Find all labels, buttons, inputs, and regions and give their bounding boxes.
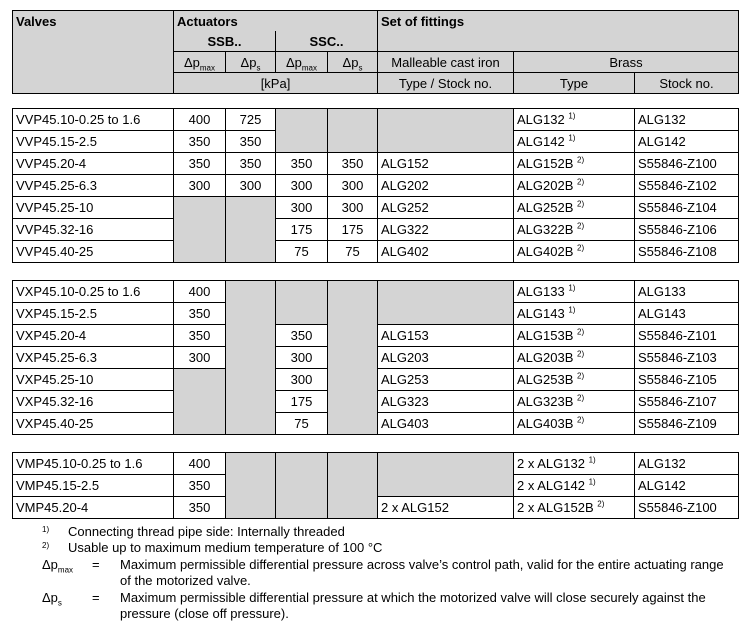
- stock-cell: S55846-Z101: [635, 325, 739, 347]
- brass-type-cell: ALG143 $^{1)}$: [514, 303, 635, 325]
- brass-type-cell: ALG133 $^{1)}$: [514, 281, 635, 303]
- brass-type-cell: ALG402B $^{2)}$: [514, 241, 635, 263]
- brass-header: Brass: [514, 52, 739, 73]
- brass-type-cell: 2 x ALG142 $^{1)}$: [514, 475, 635, 497]
- header-table: [12, 10, 739, 94]
- stock-cell: ALG132: [635, 453, 739, 475]
- table-row: [13, 153, 739, 175]
- type-stock-header: Type / Stock no.: [378, 73, 514, 94]
- kpa-unit: [kPa]: [174, 73, 378, 94]
- table-row: [13, 109, 739, 131]
- brass-type-cell: ALG322B $^{2)}$: [514, 219, 635, 241]
- stock-cell: S55846-Z105: [635, 369, 739, 391]
- footnote-1: [12, 524, 738, 540]
- stock-cell: S55846-Z100: [635, 153, 739, 175]
- ssb-dpmax-cell: 350: [174, 131, 226, 153]
- ssc-header: SSC..: [276, 31, 378, 52]
- definition-dps: [12, 590, 738, 622]
- valve-cell: VVP45.25-6.3: [13, 175, 174, 197]
- brass-type-cell: ALG142 $^{1)}$: [514, 131, 635, 153]
- brass-type-cell: ALG203B $^{2)}$: [514, 347, 635, 369]
- brass-type-cell: ALG153B $^{2)}$: [514, 325, 635, 347]
- stock-cell: S55846-Z106: [635, 219, 739, 241]
- valves-header-spacer: [13, 31, 174, 52]
- footnote-2: [12, 540, 738, 556]
- vvp-table: [12, 108, 739, 263]
- ssb-empty-cell: [174, 369, 226, 435]
- valve-cell: VMP45.15-2.5: [13, 475, 174, 497]
- table-row: [13, 219, 739, 241]
- malleable-cell: ALG323: [378, 391, 514, 413]
- valve-cell: VVP45.40-25: [13, 241, 174, 263]
- valve-cell: VVP45.10-0.25 to 1.6: [13, 109, 174, 131]
- footnotes: [12, 524, 738, 622]
- malleable-empty-cell: [378, 453, 514, 497]
- ssb-dpmax-cell: 350: [174, 497, 226, 519]
- valve-cell: VVP45.15-2.5: [13, 131, 174, 153]
- ssb-dpmax-cell: 400: [174, 453, 226, 475]
- ssc-dps-empty-cell: [328, 281, 378, 435]
- valve-cell: VXP45.40-25: [13, 413, 174, 435]
- footnote-text: Connecting thread pipe side: Internally threaded: [68, 524, 345, 539]
- ssb-dpmax-cell: 400: [174, 281, 226, 303]
- malleable-header: Malleable cast iron: [378, 52, 514, 73]
- brass-type-cell: 2 x ALG132 $^{1)}$: [514, 453, 635, 475]
- ssc-dpmax-cell: 300: [276, 197, 328, 219]
- table-row: [13, 453, 739, 475]
- valve-cell: VMP45.10-0.25 to 1.6: [13, 453, 174, 475]
- ssc-dpmax-cell: 350: [276, 325, 328, 347]
- malleable-cell: ALG403: [378, 413, 514, 435]
- ssc-empty-cell: [276, 281, 328, 325]
- stock-cell: S55846-Z108: [635, 241, 739, 263]
- ssc-empty-cell: [328, 109, 378, 153]
- footnote-mark: 1): [42, 525, 50, 534]
- ssb-dpmax-cell: 300: [174, 175, 226, 197]
- stock-cell: ALG143: [635, 303, 739, 325]
- ssc-empty-cell: [276, 109, 328, 153]
- ssb-dpmax-header: $\Delta p_{max}$: [174, 52, 226, 73]
- brass-type-cell: ALG132 $^{1)}$: [514, 109, 635, 131]
- valve-cell: VXP45.32-16: [13, 391, 174, 413]
- valve-cell: VVP45.25-10: [13, 197, 174, 219]
- stock-cell: S55846-Z107: [635, 391, 739, 413]
- ssc-dpmax-cell: 300: [276, 175, 328, 197]
- valves-header: Valves: [13, 11, 174, 32]
- table-row: [13, 281, 739, 303]
- malleable-empty-cell: [378, 109, 514, 153]
- ssc-dpmax-cell: 350: [276, 153, 328, 175]
- ssc-empty-cell: [276, 453, 328, 519]
- ssc-dpmax-cell: 300: [276, 347, 328, 369]
- malleable-cell: ALG202: [378, 175, 514, 197]
- brass-type-cell: ALG403B $^{2)}$: [514, 413, 635, 435]
- malleable-cell: ALG152: [378, 153, 514, 175]
- ssb-dpmax-cell: 350: [174, 303, 226, 325]
- ssb-dpmax-cell: 350: [174, 325, 226, 347]
- ssc-dps-cell: 300: [328, 197, 378, 219]
- ssc-dps-cell: 350: [328, 153, 378, 175]
- ssb-dpmax-cell: 350: [174, 475, 226, 497]
- brass-type-cell: ALG253B $^{2)}$: [514, 369, 635, 391]
- malleable-cell: ALG322: [378, 219, 514, 241]
- ssb-dps-cell: 350: [226, 153, 276, 175]
- ssb-dpmax-cell: 350: [174, 153, 226, 175]
- valves-header-spacer-2: [13, 52, 174, 73]
- definition-equals: =: [92, 557, 100, 572]
- malleable-cell: ALG402: [378, 241, 514, 263]
- valves-header-spacer-3: [13, 73, 174, 94]
- footnote-mark: 2): [42, 541, 50, 550]
- definition-symbol: $\Delta p_s$: [42, 590, 62, 608]
- valve-cell: VXP45.25-10: [13, 369, 174, 391]
- malleable-empty-cell: [378, 281, 514, 325]
- table-row: [13, 175, 739, 197]
- brass-type-cell: ALG202B $^{2)}$: [514, 175, 635, 197]
- stock-cell: S55846-Z102: [635, 175, 739, 197]
- ssb-dpmax-cell: 300: [174, 347, 226, 369]
- valve-cell: VXP45.10-0.25 to 1.6: [13, 281, 174, 303]
- ssb-empty-cell: [174, 197, 226, 263]
- ssb-dpmax-cell: 400: [174, 109, 226, 131]
- ssb-dps-empty-cell: [226, 453, 276, 519]
- stock-cell: ALG142: [635, 131, 739, 153]
- ssc-dpmax-cell: 300: [276, 369, 328, 391]
- stock-cell: ALG133: [635, 281, 739, 303]
- ssc-dps-cell: 300: [328, 175, 378, 197]
- malleable-cell: 2 x ALG152: [378, 497, 514, 519]
- ssb-dps-cell: 725: [226, 109, 276, 131]
- definition-dpmax: [12, 557, 738, 589]
- ssb-dps-empty-cell: [226, 281, 276, 435]
- stock-cell: S55846-Z104: [635, 197, 739, 219]
- definition-text: Maximum permissible differential pressure at which the motorized valve will close securely against the pressure (close off pressure).: [120, 590, 706, 621]
- ssc-dpmax-cell: 75: [276, 413, 328, 435]
- valve-cell: VMP45.20-4: [13, 497, 174, 519]
- malleable-cell: ALG253: [378, 369, 514, 391]
- ssc-dpmax-cell: 75: [276, 241, 328, 263]
- stock-no-header: Stock no.: [635, 73, 739, 94]
- actuators-header: Actuators: [174, 11, 378, 32]
- ssc-dps-cell: 75: [328, 241, 378, 263]
- definition-symbol: $\Delta p_{max}$: [42, 557, 74, 575]
- ssc-dpmax-cell: 175: [276, 219, 328, 241]
- stock-cell: ALG132: [635, 109, 739, 131]
- vmp-table: [12, 452, 739, 519]
- ssc-dps-header: $\Delta p_s$: [328, 52, 378, 73]
- ssb-empty-cell: [226, 197, 276, 263]
- valve-cell: VXP45.20-4: [13, 325, 174, 347]
- ssc-dpmax-cell: 175: [276, 391, 328, 413]
- valve-cell: VXP45.25-6.3: [13, 347, 174, 369]
- ssb-dps-cell: 300: [226, 175, 276, 197]
- table-row: [13, 197, 739, 219]
- table-row: [13, 241, 739, 263]
- malleable-cell: ALG252: [378, 197, 514, 219]
- brass-type-cell: ALG152B $^{2)}$: [514, 153, 635, 175]
- valve-cell: VXP45.15-2.5: [13, 303, 174, 325]
- brass-type-cell: 2 x ALG152B $^{2)}$: [514, 497, 635, 519]
- fittings-header-spacer: [378, 31, 739, 52]
- ssc-empty-cell: [328, 453, 378, 519]
- fittings-header: Set of fittings: [378, 11, 739, 32]
- ssb-dps-cell: 350: [226, 131, 276, 153]
- definition-equals: =: [92, 590, 100, 605]
- stock-cell: S55846-Z100: [635, 497, 739, 519]
- definition-text: Maximum permissible differential pressure across valve’s control path, valid for the entire actuating range of the motorized valve.: [120, 557, 724, 588]
- valve-cell: VVP45.20-4: [13, 153, 174, 175]
- footnote-text: Usable up to maximum medium temperature of 100 °C: [68, 540, 383, 555]
- brass-type-cell: ALG323B $^{2)}$: [514, 391, 635, 413]
- ssb-dps-header: $\Delta p_s$: [226, 52, 276, 73]
- stock-cell: S55846-Z109: [635, 413, 739, 435]
- malleable-cell: ALG203: [378, 347, 514, 369]
- ssc-dpmax-header: $\Delta p_{max}$: [276, 52, 328, 73]
- vxp-table: [12, 280, 739, 435]
- valve-cell: VVP45.32-16: [13, 219, 174, 241]
- stock-cell: S55846-Z103: [635, 347, 739, 369]
- ssc-dps-cell: 175: [328, 219, 378, 241]
- ssb-header: SSB..: [174, 31, 276, 52]
- malleable-cell: ALG153: [378, 325, 514, 347]
- type-header: Type: [514, 73, 635, 94]
- stock-cell: ALG142: [635, 475, 739, 497]
- brass-type-cell: ALG252B $^{2)}$: [514, 197, 635, 219]
